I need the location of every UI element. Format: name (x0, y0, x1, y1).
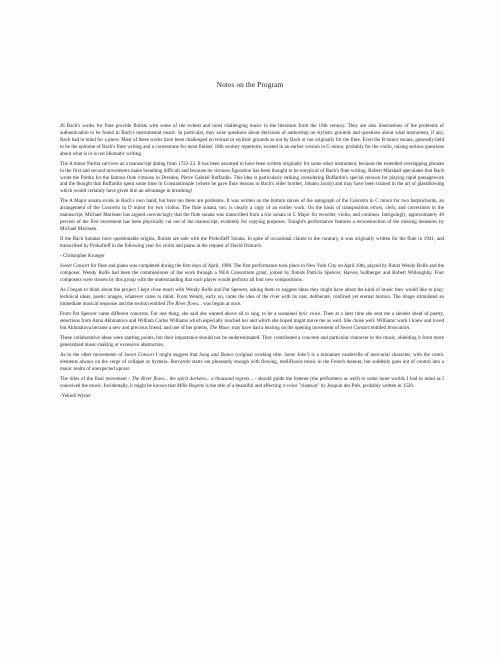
text-run: JS Bach's works for flute provide flutists with some of the richest and most challenging music in the literature from the 18th century. They are also illustrations of the problems of authentication to be found in Bach's instrumental music. In particular, they raise questions about decisions of authorship on stylistic grounds and questions about what instrument, if any, Bach had in mind for a piece. Most of these works have been challenged on textual or stylistic grounds as not by Bach or not originally for the flute. Even the B minor sonata, generally held to be the epitome of Bach's flute writing and a cornerstone for most flutists' 18th century repertoire, existed in an earlier version in G minor, probably for the violin, raising serious questions about what is or is not idiomatic writing. (60, 123, 444, 157)
paragraph (60, 376, 444, 390)
italic-text: Song and Dance (199, 351, 234, 358)
italic-text: Sweet Consort (124, 351, 155, 358)
signature (60, 253, 444, 260)
text-run: . (408, 324, 411, 331)
paragraph (60, 352, 444, 373)
italic-text: Invocation (387, 324, 409, 331)
italic-text: Some Joke! (284, 351, 308, 358)
text-run: starts out pleasantly enough with flowing, mellifluous music in the French manner, but suddenly goes out of control into a manic realm of unexpected uproar. (60, 358, 444, 372)
text-run: -Yehudi Wyner (60, 392, 91, 399)
text-run: As to the other movements of (60, 351, 125, 358)
text-run: ) is a miniature vaudeville of mercurial character, with the comic elements always on the verge of collapse or hysteria. (60, 351, 444, 365)
italic-text: The Muse (209, 324, 230, 331)
text-run: entitled (369, 324, 388, 331)
page-title: Notes on the Program (216, 80, 284, 89)
text-run: - should guide the listener (the performers as well) to some inner worlds I had in mind as I conceived the music. Incidentally, it might be known that (60, 375, 444, 389)
italic-text: Barcarole (170, 358, 191, 365)
paragraph (60, 123, 444, 158)
notes-body (60, 123, 444, 403)
paragraph (60, 161, 444, 196)
text-run: If the Bach Sonatas have questionable origins, flutists are safe with the Prokofieff Sonata. In spite of occasional claims to the contrary, it was originally written for the flute in 1941, and transcribed by Prokofieff in the following year for violin and piano at the request of David Oistrach. (60, 236, 444, 250)
text-run: (original working title: (233, 351, 285, 358)
text-run: As I began to think about the project I kept close touch with Wendy Rolfe and Pat Spencer, asking them to suggest ideas they might have about the kind of music they would like to play: technical ideas, poetic images, whatever came to mind. From Wendy, early on, came the idea of the river with its vast, deliberate, confined yet eternal motion. The image stimulated an immediate musical response and the section entitled (60, 287, 444, 307)
text-run: The A minor Partita survives as a manuscript dating from 1722-23. It has been assumed to have been written originally for some other instrument, because the extended overlapping phrases in the first and second movements make breathing difficult and because its virtuoso figuration has been thought to be untypical of Bach's flute writing. Robert Marshall speculates that Bach wrote the Partita for the famous flute virtuoso in Dresden, Pierre Gabriel Buffardin. This idea is particularly striking considering Buffardin's special renown for playing rapid passagework and the thought that Buffardin spent some time in Constantinople (where he gave flute lessons to Bach's older brother, Johann Jacob) and may have been trained in the art of glassblowing which would certainly have given him an advantage in breathing! (60, 160, 444, 195)
text-run: From Pat Spencer came different concerns. For one thing, she said she wanted above all to sing, to be a sustained lyric voice. Then at a later time she sent me a slender sheaf of poetry, selections from Anna Akhmatova and William Carlos Williams which especially touched her and which she hoped might move me as well. She chose well. Williams' work I knew and loved but Akhmatova became a new and precious friend, and one of her poems, (60, 311, 444, 331)
paragraph (60, 311, 444, 332)
paragraph (60, 287, 444, 308)
italic-text: Sweet Consort (340, 324, 370, 331)
text-run: The titles of the final movement - (60, 375, 132, 382)
text-run: ... was begun at once. (198, 300, 242, 307)
text-run: is the title of a beautiful and affecting 4-voice "chanson" by Josquin des Prés, probably written in 1520. (204, 382, 415, 389)
text-run: - Christopher Krueger (60, 253, 105, 260)
text-run: I might suggest that (154, 351, 200, 358)
italic-text: Sweet Consort (60, 263, 90, 270)
paragraph (60, 198, 444, 233)
text-run: The A Major sonata exists in Bach's own hand, but here too there are problems. It was written on the bottom staves of the autograph of the Concerto in C minor for two harpsichords, an arrangement of the Concerto in D minor for two violins. The flute sonata, too, is clearly a copy of an earlier work. On the basis of transposition errors, clefs, and corrections in the manuscript, Michael Marissen has argued convincingly that the flute sonata was transcribed from a trio sonata in C Major for recorder, violin, and continuo. Intriguingly, approximately 40 percent of the first movement has been physically cut out of the manuscript, evidently for copying purposes. Tonight's performance features a reconstruction of the missing measures by Michael Marissen. (60, 198, 444, 233)
paragraph (60, 335, 444, 349)
text-run: , may have had a bearing on the opening movement of (229, 324, 341, 331)
paragraph (60, 263, 444, 284)
text-run: for flute and piano was completed during the first days of April, 1988. The first performance took place in New York City on April 10th, played by flutist Wendy Rolfe and the composer. Wendy Rolfe had been the commissioner of the work through a NEA Consortium grant, joined by flutists Patricia Spencer, Harvey Sollberger and Robert Willoughby. Four composers were chosen by this group with the understanding that each player would perform all four new compositions. (60, 263, 444, 284)
italic-text: Mille Regretz (176, 382, 205, 389)
signature (60, 393, 444, 400)
paragraph (60, 236, 444, 250)
italic-text: The River flows... the spirit darkens... a thousand regrets... (131, 375, 254, 382)
italic-text: The River flows (166, 300, 199, 307)
text-run: These collaborative ideas were starting points, but their importance should not be underestimated. They contributed a concrete and particular character to the music, shielding it from more generalized music-making or excessive abstraction. (60, 334, 444, 348)
